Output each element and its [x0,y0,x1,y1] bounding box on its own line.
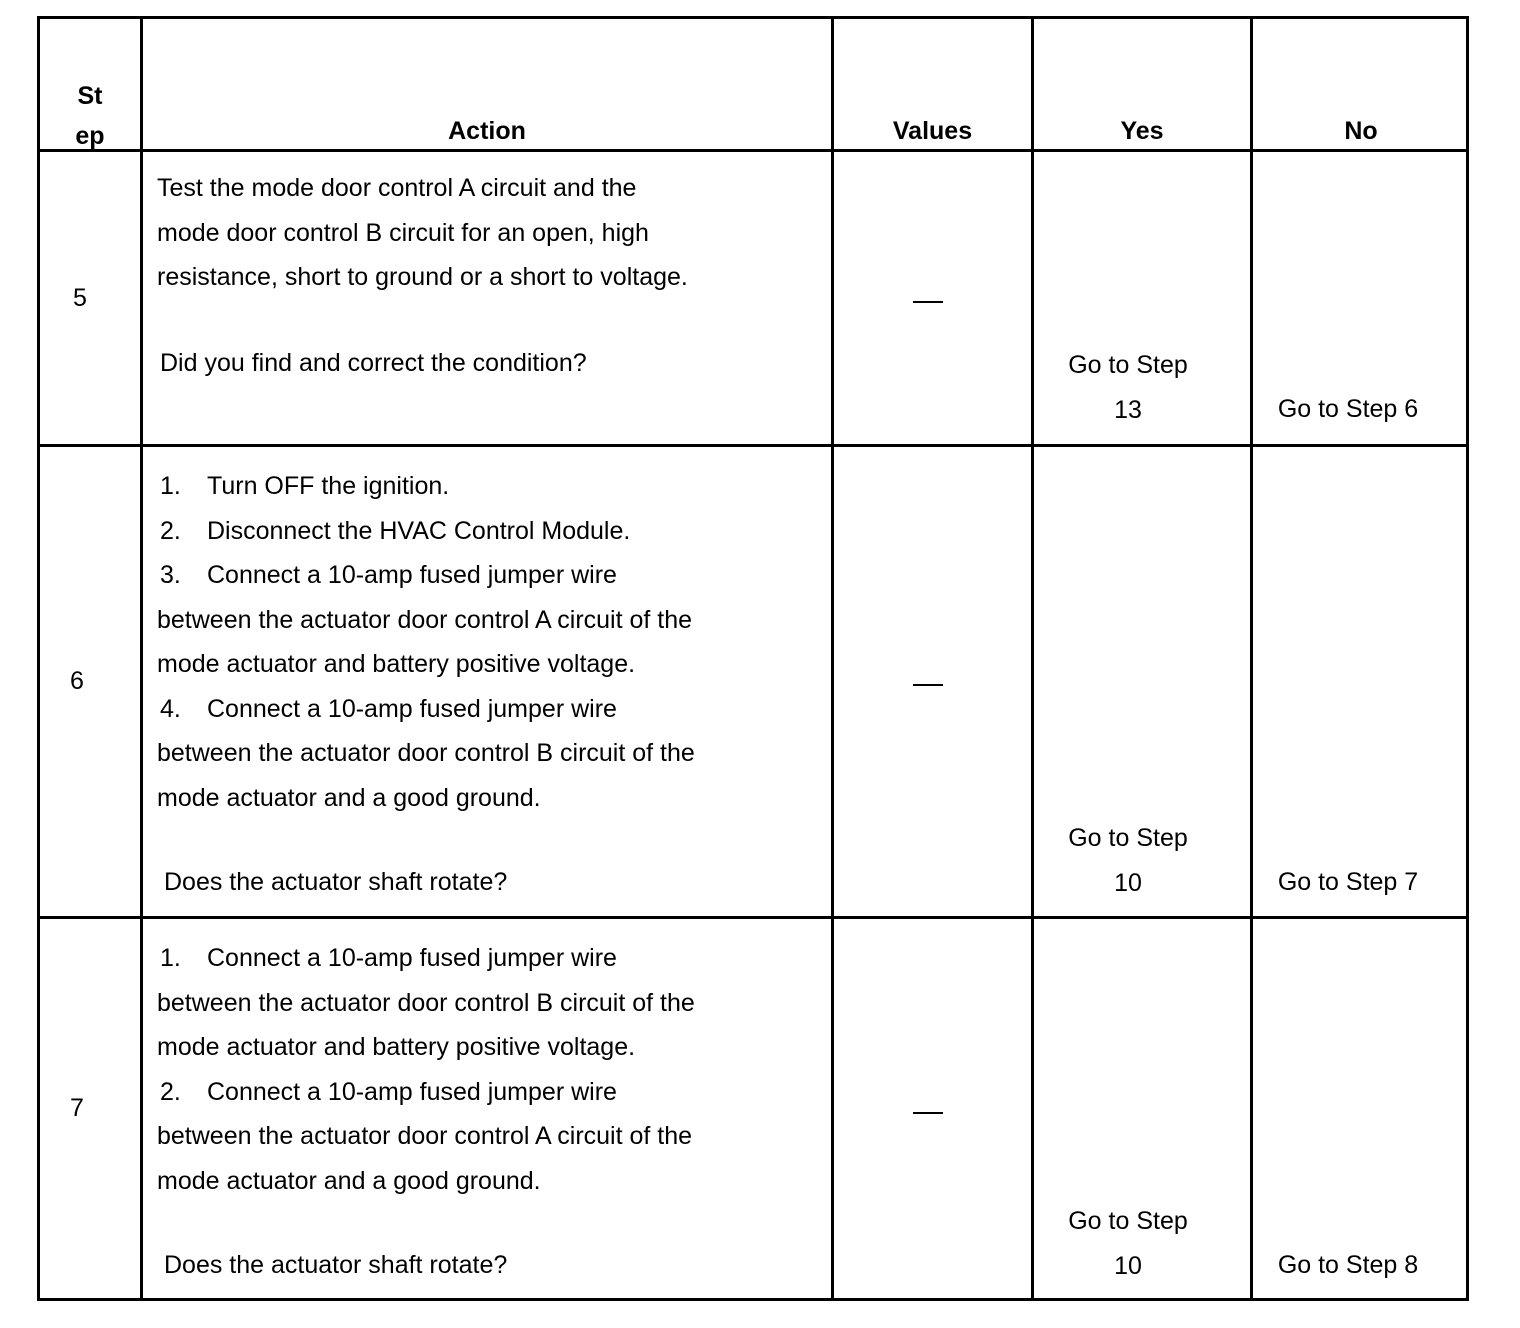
action-list [157,464,695,820]
list-item: 1. Connect a 10-amp fused jumper wire [160,944,617,972]
action-question: Does the actuator shaft rotate? [164,1251,508,1279]
row-divider [40,149,1466,152]
list-item-continuation: between the actuator door control B circuit of the [157,739,695,767]
list-item: 4. Connect a 10-amp fused jumper wire [160,694,617,723]
header-step [40,76,140,156]
header-values: Values [892,117,973,145]
yes-line: 13 [1114,395,1142,424]
yes-line: Go to Step [1068,824,1188,852]
action-line: Test the mode door control A circuit and the [157,174,637,202]
header-no: No [1344,117,1378,145]
header-yes: Yes [1120,117,1164,145]
list-item: 3. Connect a 10-amp fused jumper wire [160,561,617,589]
row-divider [40,916,1466,919]
value-dash [913,1112,943,1114]
value-dash [913,301,943,303]
list-item-continuation: mode actuator and battery positive voltage. [157,1033,636,1061]
column-divider [831,19,834,1298]
column-divider [1031,19,1034,1298]
no-cell: Go to Step 6 [1277,395,1419,423]
action-text [157,166,688,300]
list-item-continuation: between the actuator door control A circuit of the [157,1122,693,1150]
list-item: 1. Turn OFF the ignition. [160,472,450,500]
step-number: 5 [73,284,87,312]
row-divider [40,444,1466,447]
step-number: 6 [70,667,84,695]
column-divider [1250,19,1253,1298]
yes-line: 10 [1114,868,1142,897]
header-action: Action [448,117,526,145]
yes-line: 10 [1114,1251,1142,1280]
list-item-continuation: mode actuator and a good ground. [157,783,541,812]
list-item: 2. Disconnect the HVAC Control Module. [160,516,631,545]
no-cell: Go to Step 8 [1277,1251,1419,1279]
value-dash [913,684,943,686]
yes-line: Go to Step [1068,1207,1188,1235]
action-line: mode door control B circuit for an open, high [157,218,649,247]
step-number: 7 [70,1094,84,1122]
header-step-line2: ep [75,122,105,150]
action-question: Did you find and correct the condition? [160,349,587,377]
column-divider [140,19,143,1298]
yes-cell [1034,343,1222,432]
list-item-continuation: mode actuator and battery positive voltage. [157,650,636,678]
header-step-line1: St [77,82,103,110]
yes-cell [1034,816,1222,905]
no-cell: Go to Step 7 [1277,868,1419,896]
action-line: resistance, short to ground or a short to voltage. [157,263,688,291]
yes-cell [1034,1199,1222,1288]
diagnostic-table [37,16,1469,1301]
action-question: Does the actuator shaft rotate? [164,868,508,896]
list-item-continuation: mode actuator and a good ground. [157,1166,541,1195]
list-item: 2. Connect a 10-amp fused jumper wire [160,1077,617,1106]
list-item-continuation: between the actuator door control B circuit of the [157,988,695,1017]
yes-line: Go to Step [1068,351,1188,379]
action-list [157,936,695,1203]
list-item-continuation: between the actuator door control A circuit of the [157,605,693,634]
